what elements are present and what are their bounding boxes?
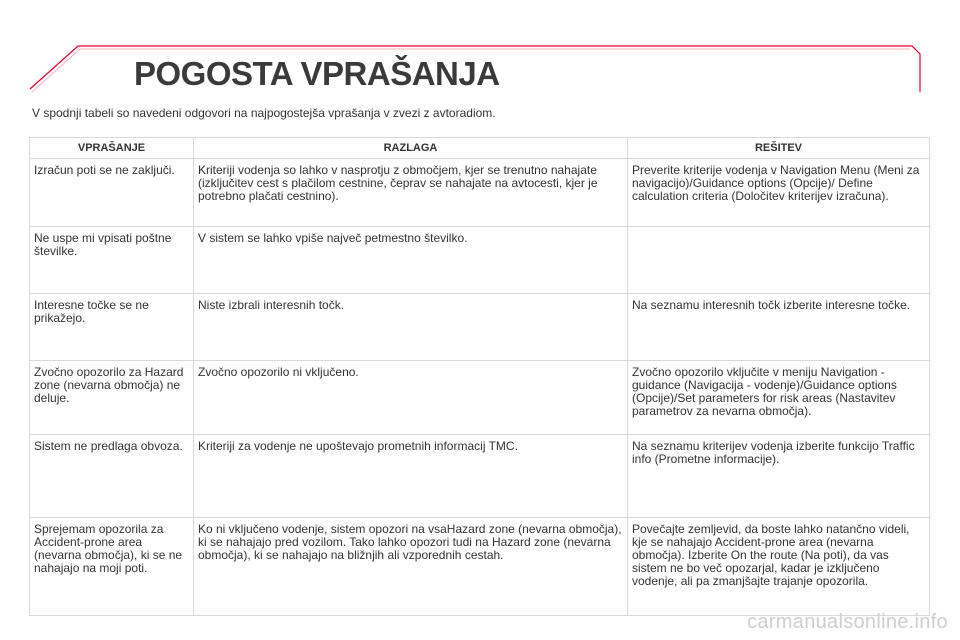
explanation-cell: Zvočno opozorilo ni vključeno. — [194, 361, 628, 435]
solution-cell: Preverite kriterije vodenja v Navigation Menu (Meni za navigacijo)/Guidance options (Opcije)/ Define calculation criteria (Določitev kriterijev izračuna). — [628, 159, 930, 227]
question-cell: Sistem ne predlaga obvoza. — [30, 435, 194, 518]
question-cell: Zvočno opozorilo za Hazard zone (nevarna območja) ne deluje. — [30, 361, 194, 435]
table-row — [30, 227, 930, 294]
column-header-question: VPRAŠANJE — [30, 138, 194, 159]
footer-watermark: carmanualsonline.info — [747, 611, 948, 633]
question-cell: Izračun poti se ne zaključi. — [30, 159, 194, 227]
table-header-row — [30, 138, 930, 159]
table-row — [30, 518, 930, 616]
explanation-cell: Niste izbrali interesnih točk. — [194, 294, 628, 361]
faq-table — [29, 137, 930, 616]
table-row — [30, 294, 930, 361]
explanation-cell: Kriteriji za vodenje ne upoštevajo prometnih informacij TMC. — [194, 435, 628, 518]
table-row — [30, 361, 930, 435]
solution-cell — [628, 227, 930, 294]
solution-cell: Na seznamu interesnih točk izberite interesne točke. — [628, 294, 930, 361]
question-cell: Ne uspe mi vpisati poštne številke. — [30, 227, 194, 294]
column-header-solution: REŠITEV — [628, 138, 930, 159]
explanation-cell: Ko ni vključeno vodenje, sistem opozori na vsaHazard zone (nevarna območja), ki se nahajajo pred vozilom. Tako lahko opozori tudi na Hazard zone (nevarna območja), ki se nahajajo na bližnjih ali vzporednih cestah. — [194, 518, 628, 616]
solution-cell: Na seznamu kriterijev vodenja izberite funkcijo Traffic info (Prometne informacije). — [628, 435, 930, 518]
intro-text: V spodnji tabeli so navedeni odgovori na najpogostejša vprašanja v zvezi z avtoradiom. — [32, 106, 496, 120]
solution-cell: Zvočno opozorilo vključite v meniju Navigation - guidance (Navigacija - vodenje)/Guidance options (Opcije)/Set parameters for risk areas (Nastavitev parametrov za nevarna območja). — [628, 361, 930, 435]
table-row — [30, 435, 930, 518]
page-title: POGOSTA VPRAŠANJA — [134, 55, 500, 92]
question-cell: Interesne točke se ne prikažejo. — [30, 294, 194, 361]
solution-cell: Povečajte zemljevid, da boste lahko natančno videli, kje se nahajajo Accident-prone area (nevarna območja). Izberite On the route (Na poti), da vas sistem ne bo več opozarjal, kadar je izključeno vodenje, ali pa zmanjšajte trajanje opozorila. — [628, 518, 930, 616]
column-header-explanation: RAZLAGA — [194, 138, 628, 159]
explanation-cell: V sistem se lahko vpiše največ petmestno številko. — [194, 227, 628, 294]
question-cell: Sprejemam opozorila za Accident-prone area (nevarna območja), ki se ne nahajajo na moji poti. — [30, 518, 194, 616]
table-row — [30, 159, 930, 227]
explanation-cell: Kriteriji vodenja so lahko v nasprotju z območjem, kjer se trenutno nahajate (izključitev cest s plačilom cestnine, čeprav se nahajate na avtocesti, kjer je potrebno plačati cestnino). — [194, 159, 628, 227]
